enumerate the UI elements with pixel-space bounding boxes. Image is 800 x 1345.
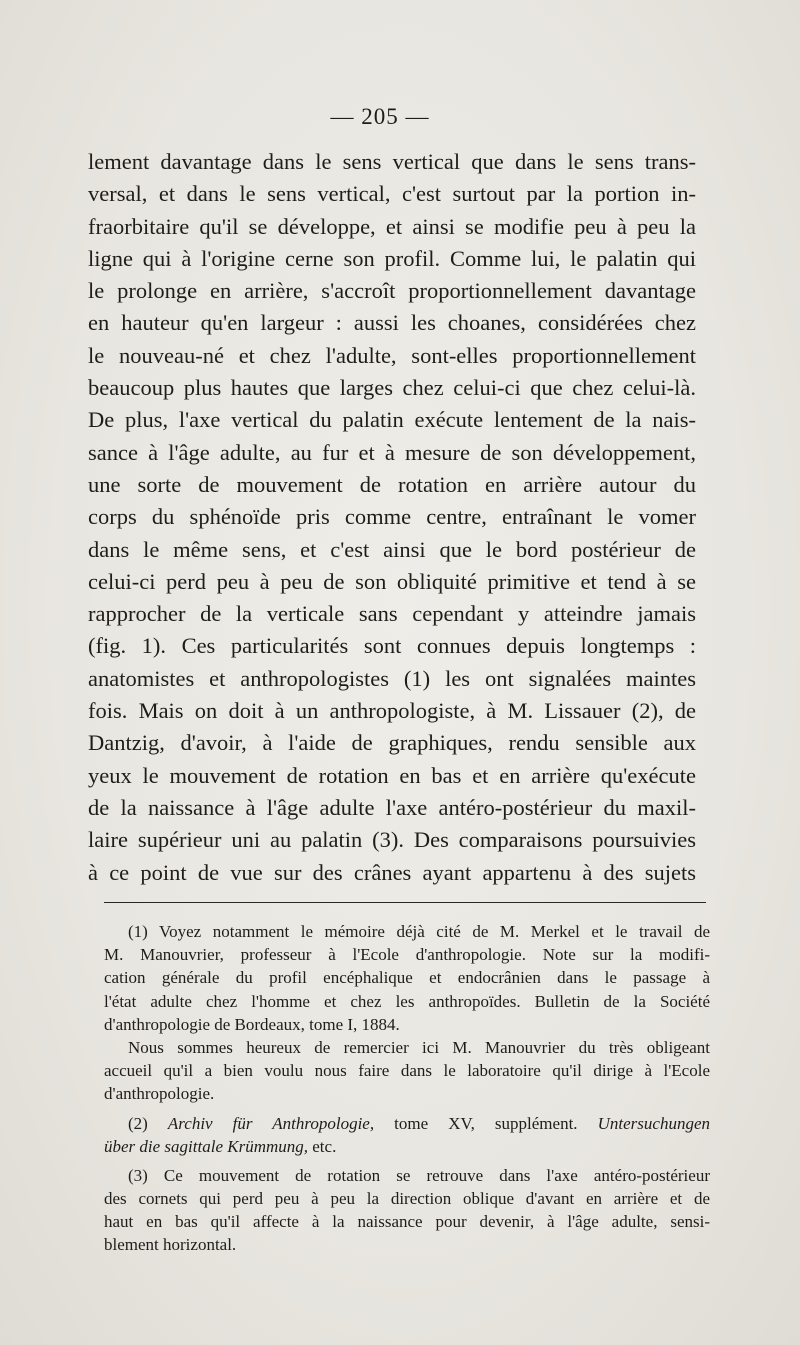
text-line: corps du sphénoïde pris comme centre, entraînant le vomer bbox=[88, 504, 696, 530]
text-line: Dantzig, d'avoir, à l'aide de graphiques, rendu sensible aux bbox=[88, 730, 696, 756]
footnote-line: d'anthropologie. bbox=[104, 1084, 215, 1104]
footnote-line: d'anthropologie de Bordeaux, tome I, 1884. bbox=[104, 1014, 400, 1034]
footnote-1 bbox=[104, 920, 710, 1106]
footnote-separator bbox=[104, 902, 706, 903]
footnote-line: haut en bas qu'il affecte à la naissance pour devenir, à l'âge adulte, sensi- bbox=[104, 1212, 710, 1232]
text-line: anatomistes et anthropologistes (1) les ont signalées maintes bbox=[88, 665, 696, 691]
footnotes-block bbox=[104, 920, 710, 1257]
text-line: dans le même sens, et c'est ainsi que le bord postérieur de bbox=[88, 536, 696, 562]
text-line: ligne qui à l'origine cerne son profil. Comme lui, le palatin qui bbox=[88, 245, 696, 271]
footnote-2 bbox=[104, 1112, 710, 1158]
text-line: à ce point de vue sur des crânes ayant appartenu à des sujets bbox=[88, 859, 696, 885]
text-line: fois. Mais on doit à un anthropologiste, à M. Lissauer (2), de bbox=[88, 698, 696, 724]
journal-title: Archiv für Anthropologie, bbox=[167, 1113, 375, 1133]
text-line: beaucoup plus hautes que larges chez celui-ci que chez celui-là. bbox=[88, 375, 696, 401]
text-line: versal, et dans le sens vertical, c'est surtout par la portion in- bbox=[88, 181, 696, 207]
footnote-line: M. Manouvrier, professeur à l'Ecole d'anthropologie. Note sur la modifi- bbox=[104, 945, 710, 965]
footnote-line: accueil qu'il a bien voulu nous faire dans le laboratoire qu'il dirige à l'Ecole bbox=[104, 1061, 710, 1081]
footnote-line: cation générale du profil encéphalique et endocrânien dans le passage à bbox=[104, 968, 710, 988]
footnote-2-mid: tome XV, supplément. bbox=[374, 1113, 598, 1133]
footnote-line: (3) Ce mouvement de rotation se retrouve dans l'axe antéro-postérieur bbox=[128, 1165, 710, 1185]
text-line: celui-ci perd peu à peu de son obliquité primitive et tend à se bbox=[88, 568, 696, 594]
text-line: une sorte de mouvement de rotation en arrière autour du bbox=[88, 471, 696, 497]
text-line: yeux le mouvement de rotation en bas et en arrière qu'exécute bbox=[88, 762, 696, 788]
work-title-end: über die sagittale Krümmung, bbox=[104, 1136, 308, 1156]
text-line: lement davantage dans le sens vertical que dans le sens trans- bbox=[88, 149, 696, 174]
main-text-block bbox=[88, 146, 696, 889]
text-line: De plus, l'axe vertical du palatin exécute lentement de la nais- bbox=[88, 407, 696, 433]
footnote-line: (1) Voyez notamment le mémoire déjà cité de M. Merkel et le travail de bbox=[128, 922, 710, 941]
text-line: laire supérieur uni au palatin (3). Des comparaisons poursuivies bbox=[88, 827, 696, 853]
text-line: sance à l'âge adulte, au fur et à mesure de son développement, bbox=[88, 439, 696, 465]
footnote-line: des cornets qui perd peu à peu la direction oblique d'avant en arrière et de bbox=[104, 1189, 710, 1209]
footnote-2-tail: etc. bbox=[308, 1136, 337, 1156]
footnote-3 bbox=[104, 1164, 710, 1257]
text-line: de la naissance à l'âge adulte l'axe antéro-postérieur du maxil- bbox=[88, 794, 696, 820]
text-line: fraorbitaire qu'il se développe, et ainsi se modifie peu à peu la bbox=[88, 213, 696, 239]
footnote-line: blement horizontal. bbox=[104, 1235, 237, 1255]
text-line: (fig. 1). Ces particularités sont connues depuis longtemps : bbox=[88, 633, 696, 659]
text-line: rapprocher de la verticale sans cependant y atteindre jamais bbox=[88, 601, 696, 627]
footnote-2-prefix: (2) bbox=[128, 1113, 168, 1133]
footnote-line: Nous sommes heureux de remercier ici M. Manouvrier du très obligeant bbox=[128, 1037, 710, 1057]
text-line: le nouveau-né et chez l'adulte, sont-elles proportionnellement bbox=[88, 342, 696, 368]
page-number: — 205 — bbox=[330, 104, 430, 129]
text-line: le prolonge en arrière, s'accroît proportionnellement davantage bbox=[88, 278, 696, 304]
footnote-line bbox=[104, 1112, 710, 1135]
footnote-line bbox=[104, 1135, 710, 1158]
footnote-line: l'état adulte chez l'homme et chez les anthropoïdes. Bulletin de la Société bbox=[104, 991, 710, 1011]
work-title-start: Untersuchungen bbox=[597, 1113, 711, 1133]
text-line: en hauteur qu'en largeur : aussi les choanes, considérées chez bbox=[88, 310, 696, 336]
